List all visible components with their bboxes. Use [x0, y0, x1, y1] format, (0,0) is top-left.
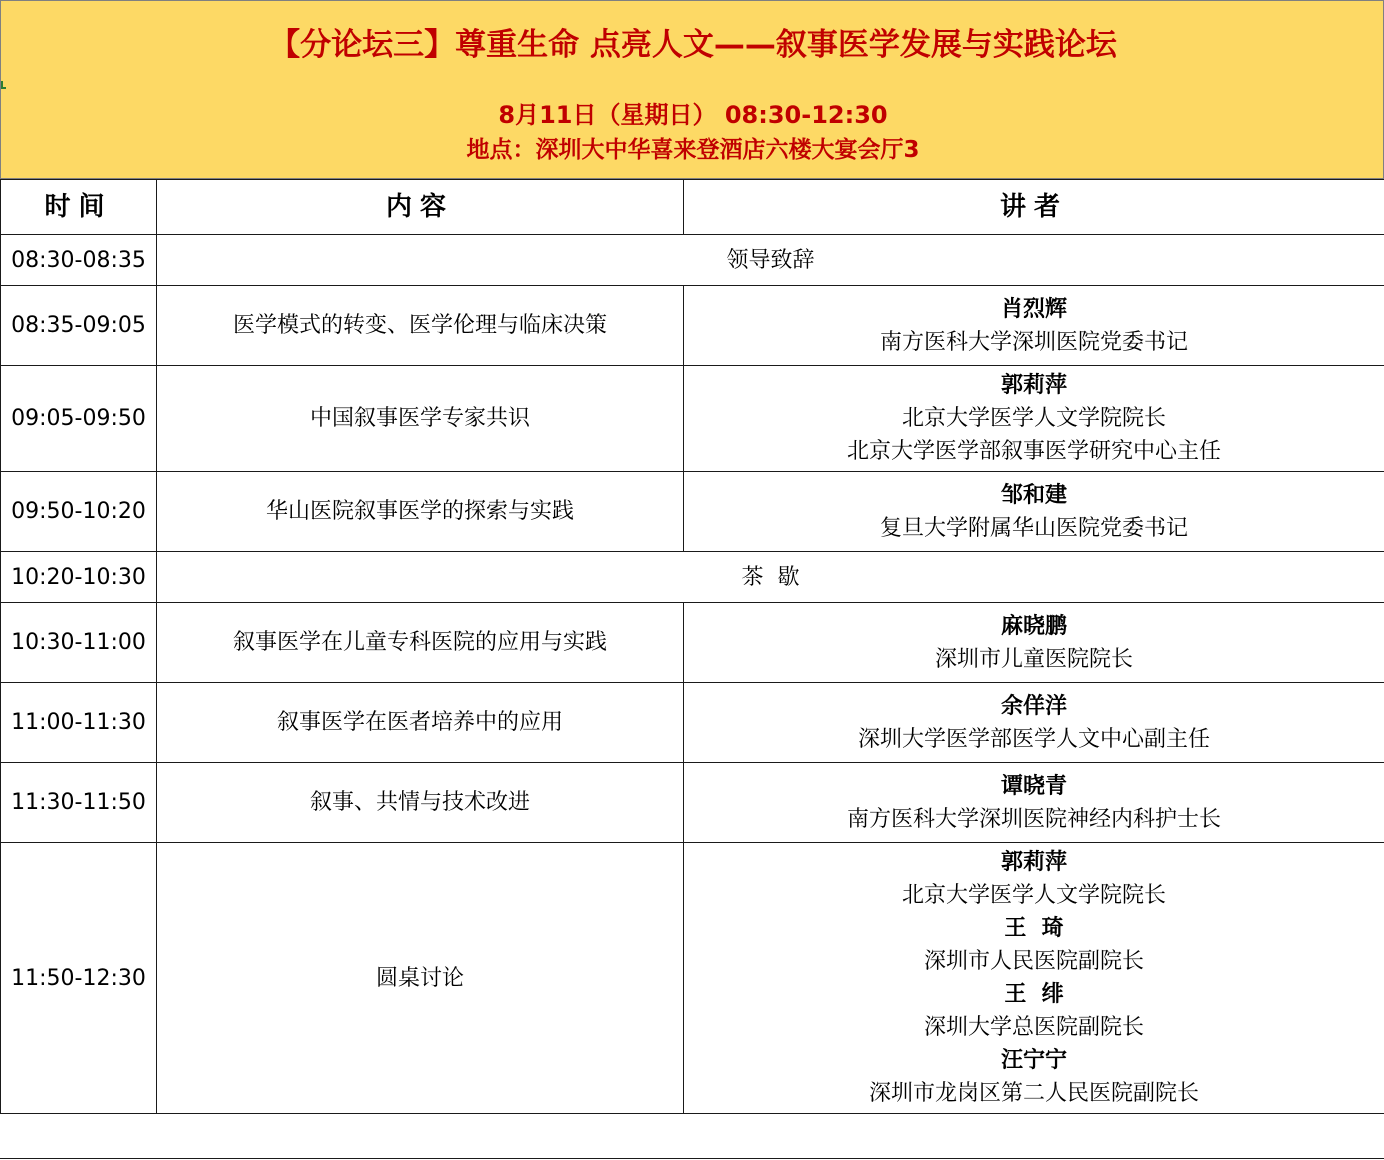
speaker-title: 深圳大学总医院副院长	[923, 1015, 1144, 1040]
time-cell: 09:50-10:20	[1, 472, 157, 552]
speaker-name: 王 琦	[1004, 916, 1064, 941]
speaker-name: 肖烈辉	[1000, 296, 1067, 322]
speaker-name: 郭莉萍	[1000, 373, 1067, 398]
speaker-cell	[684, 366, 1384, 472]
divider	[0, 1158, 1384, 1159]
column-header-time: 时间	[1, 180, 157, 235]
speaker-cell	[684, 286, 1384, 366]
time-cell: 11:30-11:50	[1, 763, 157, 843]
speaker-cell	[684, 763, 1384, 843]
speaker-title: 深圳市人民医院副院长	[923, 949, 1144, 974]
time-cell: 09:05-09:50	[1, 366, 157, 472]
speaker-cell	[684, 843, 1384, 1114]
forum-venue: 地点：深圳大中华喜来登酒店六楼大宴会厅3	[466, 137, 920, 163]
content-cell: 叙事、共情与技术改进	[157, 763, 684, 843]
time-cell: 11:50-12:30	[1, 843, 157, 1114]
forum-date-time: 8月11日（星期日） 08:30-12:30	[498, 101, 888, 129]
speaker-name: 邹和建	[1000, 482, 1067, 508]
speaker-cell	[684, 472, 1384, 552]
content-cell: 领导致辞	[157, 235, 1384, 286]
time-cell: 08:30-08:35	[1, 235, 157, 286]
speaker-name: 王 绯	[1004, 982, 1064, 1007]
table-row	[1, 683, 1384, 763]
table-row	[1, 603, 1384, 683]
table-header-row	[1, 180, 1384, 235]
speaker-title: 北京大学医学部叙事医学研究中心主任	[846, 439, 1221, 464]
speaker-title: 南方医科大学深圳医院党委书记	[879, 329, 1188, 355]
speaker-cell	[684, 603, 1384, 683]
speaker-name: 余佯洋	[1000, 693, 1067, 719]
agenda-table	[0, 179, 1384, 1114]
speaker-name: 郭莉萍	[1000, 850, 1067, 875]
speaker-name: 谭晓青	[1000, 773, 1067, 799]
content-cell: 华山医院叙事医学的探索与实践	[157, 472, 684, 552]
time-cell: 08:35-09:05	[1, 286, 157, 366]
content-cell: 茶 歇	[157, 552, 1384, 603]
speaker-cell	[684, 683, 1384, 763]
speaker-title: 复旦大学附属华山医院党委书记	[879, 515, 1188, 541]
table-row	[1, 763, 1384, 843]
header-banner	[0, 0, 1384, 179]
speaker-title: 北京大学医学人文学院院长	[901, 406, 1166, 431]
column-header-speaker: 讲者	[684, 180, 1384, 235]
speaker-title: 深圳市龙岗区第二人民医院副院长	[868, 1081, 1199, 1106]
speaker-name: 麻晓鹏	[1000, 613, 1067, 639]
content-cell: 中国叙事医学专家共识	[157, 366, 684, 472]
table-row	[1, 472, 1384, 552]
table-row	[1, 235, 1384, 286]
table-row	[1, 552, 1384, 603]
time-cell: 11:00-11:30	[1, 683, 157, 763]
speaker-title: 南方医科大学深圳医院神经内科护士长	[846, 806, 1221, 832]
column-header-content: 内容	[157, 180, 684, 235]
content-cell: 叙事医学在医者培养中的应用	[157, 683, 684, 763]
time-cell: 10:30-11:00	[1, 603, 157, 683]
table-row	[1, 366, 1384, 472]
speaker-title: 北京大学医学人文学院院长	[901, 883, 1166, 908]
content-cell: 叙事医学在儿童专科医院的应用与实践	[157, 603, 684, 683]
table-row	[1, 286, 1384, 366]
content-cell: 医学模式的转变、医学伦理与临床决策	[157, 286, 684, 366]
cell-comment-marker	[1, 81, 6, 89]
forum-title: 【分论坛三】尊重生命 点亮人文——叙事医学发展与实践论坛	[269, 27, 1117, 63]
content-cell: 圆桌讨论	[157, 843, 684, 1114]
time-cell: 10:20-10:30	[1, 552, 157, 603]
speaker-title: 深圳市儿童医院院长	[934, 646, 1133, 672]
speaker-name: 汪宁宁	[1000, 1048, 1067, 1073]
table-row	[1, 843, 1384, 1114]
speaker-title: 深圳大学医学部医学人文中心副主任	[857, 726, 1210, 752]
